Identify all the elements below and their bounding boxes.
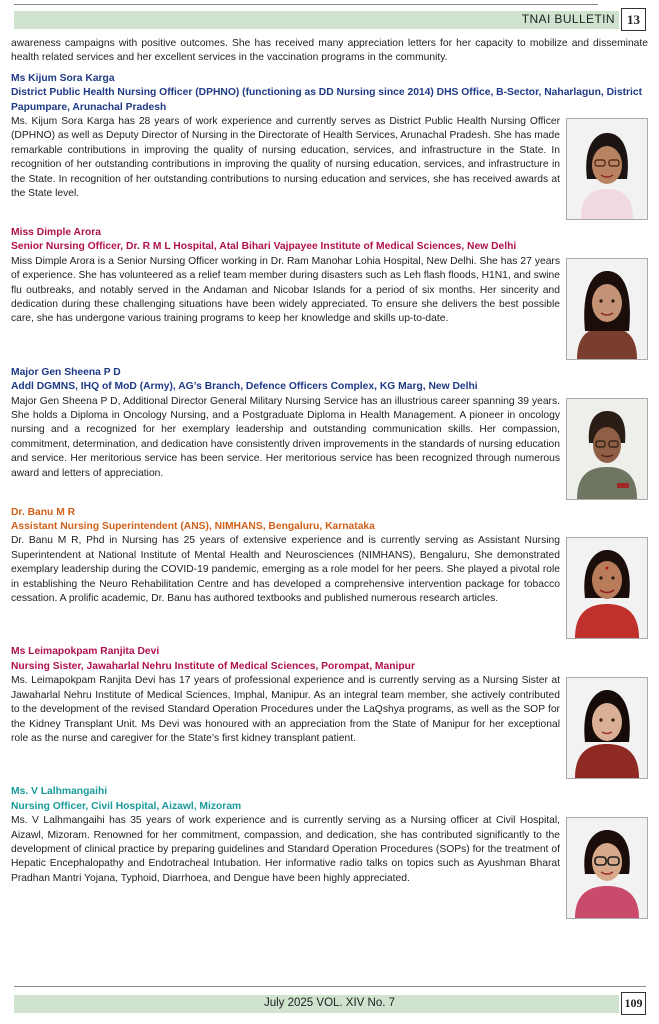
- entry-name: Ms Leimapokpam Ranjita Devi: [11, 646, 160, 658]
- entry-dimple-arora: [11, 226, 648, 360]
- entry-name: Dr. Banu M R: [11, 506, 76, 518]
- entry-bio: Dr. Banu M R, Phd in Nursing has 25 years of extensive experience and is currently serving as Assistant Nursing Superintendent at National Institute of Mental Health and Neurosciences (NIMHANS), Bengaluru, She demonstrated exemplary leadership during the COVID-19 pandemic, emerging as a role model for her peers. She played a pivotal role in establishing the Neuro Rehabilitation Centre and has developed a comprehensive intervention package for tobacco cessation. A prolific academic, Dr. Banu has authored textbooks and published numerous research articles.: [11, 535, 560, 605]
- portrait-icon: [567, 818, 647, 918]
- entry-name: Ms. V Lalhmangaihi: [11, 786, 108, 798]
- entry-bio: Ms. Kijum Sora Karga has 28 years of work experience and currently serves as District Public Health Nursing Officer (DPHNO) as well as Deputy Director of Nursing in the Directorate of Health Services, Arunachal Pradesh. She has made remarkable contributions in improving the quality of nursing education, services, and infrastructure in the State. In recognition of her outstanding contributions in improving the quality of nursing education, services, and infrastructure in the State. In recognition of her outstanding contributions to nursing education and services, she has received awards at the State level.: [11, 116, 560, 200]
- entry-name: Major Gen Sheena P D: [11, 366, 121, 378]
- entry-kijum-sora-karga: [11, 72, 648, 220]
- portrait-photo: [566, 398, 648, 500]
- entry-bio: Major Gen Sheena P D, Additional Director General Military Nursing Service has an illustrious career spanning 39 years. She holds a Diploma in Oncology Nursing, and a Postgraduate Diploma in Health Management. A pioneer in oncology nursing and a recognized for her exemplary leadership and outstanding communication skills. Her compassion, commitment, determination, and dedication have consistently driven improvements in the standards of nursing education and service. Her meritorious service has been service. Her meritorious service has been recognized through numerous award and letters of appreciation.: [11, 395, 560, 479]
- entry-banu-m-r: [11, 506, 648, 640]
- bulletin-title: TNAI BULLETIN: [521, 12, 615, 26]
- entry-bio: Ms. V Lalhmangaihi has 35 years of work experience and is currently serving as a Nursing officer at Civil Hospital, Aizawl, Mizoram. Renowned for her commitment, compassion, and dedication, she has contributed significantly to the development of clinical practice by preparing guidelines and Standard Operation Procedures (SOPs) for the treatment of Hepatic Encephalopathy and Endotracheal Intubation. Her informative radio talks on topics such as Ayushman Bharat Pradhan Mantri Yojana, Typhoid, Diarrhoea, and Dengue have been highly appreciated.: [11, 815, 560, 884]
- entry-v-lalhmangaihi: [11, 785, 648, 919]
- issue-label: July 2025 VOL. XIV No. 7: [263, 997, 396, 1009]
- entry-role: Senior Nursing Officer, Dr. R M L Hospital, Atal Bihari Vajpayee Institute of Medical Sciences, New Delhi: [11, 241, 517, 253]
- portrait-icon: [567, 259, 647, 359]
- entry-name: Ms Kijum Sora Karga: [11, 72, 115, 84]
- entry-leimapokpam-ranjita-devi: [11, 645, 648, 779]
- portrait-photo: [566, 258, 648, 360]
- portrait-photo: [566, 817, 648, 919]
- portrait-photo: [566, 537, 648, 639]
- entry-role: Addl DGMNS, IHQ of MoD (Army), AG’s Branch, Defence Officers Complex, KG Marg, New Delhi: [11, 381, 478, 393]
- entry-bio: Ms. Leimapokpam Ranjita Devi has 17 years of professional experience and is currently serving as a Nursing Sister at Jawaharlal Nehru Institute of Medical Sciences, Imphal, Manipur. As an integral team member, she actively contributed to the development of the revised Standard Operation Procedures under the LaQshya programs, as well as the SOP for the Kidney Transplant Unit. Ms Devi was honoured with an appreciation from the State of Manipur for her exceptional role as the nurse and caregiver for the State’s first kidney transplant patient.: [11, 675, 560, 744]
- entry-bio: Miss Dimple Arora is a Senior Nursing Officer working in Dr. Ram Manohar Lohia Hospital, New Delhi. She has 27 years of experience. She has volunteered as a relief team member during disasters such as Leh flash floods, H1N1, and swine flu outbreaks, and notably served in the Andaman and Nicobar Islands for a period of six months. Her sincerity and dedication during these challenging situations have been widely appreciated. To ensure she delivers the best possible care, she has undergone various training programs to keep her knowledge and skills up-to-date.: [11, 255, 560, 325]
- footer-page-number: 109: [621, 992, 646, 1015]
- header-page-number: 13: [621, 8, 646, 31]
- article-body: [11, 37, 648, 919]
- footer-rule: [14, 986, 646, 987]
- portrait-photo: [566, 677, 648, 779]
- portrait-icon: [567, 538, 647, 638]
- entry-name: Miss Dimple Arora: [11, 227, 102, 239]
- entry-sheena-p-d: [11, 366, 648, 500]
- entry-role: Nursing Officer, Civil Hospital, Aizawl, Mizoram: [11, 800, 242, 812]
- portrait-icon: [567, 678, 647, 778]
- entry-role: Assistant Nursing Superintendent (ANS), NIMHANS, Bengaluru, Karnataka: [11, 521, 375, 533]
- portrait-icon: [567, 399, 647, 499]
- portrait-photo: [566, 118, 648, 220]
- intro-paragraph: awareness campaigns with positive outcomes. She has received many appreciation letters for her capacity to mobilize and disseminate health related services and her excellent services in the vaccination programs in the community.: [11, 38, 648, 64]
- entry-role: Nursing Sister, Jawaharlal Nehru Institute of Medical Sciences, Porompat, Manipur: [11, 660, 415, 672]
- portrait-icon: [567, 119, 647, 219]
- header-rule: [14, 4, 598, 5]
- entry-role: District Public Health Nursing Officer (DPHNO) (functioning as DD Nursing since 2014) DHS Office, B-Sector, Naharlagun, District Papumpare, Arunachal Pradesh: [11, 87, 643, 113]
